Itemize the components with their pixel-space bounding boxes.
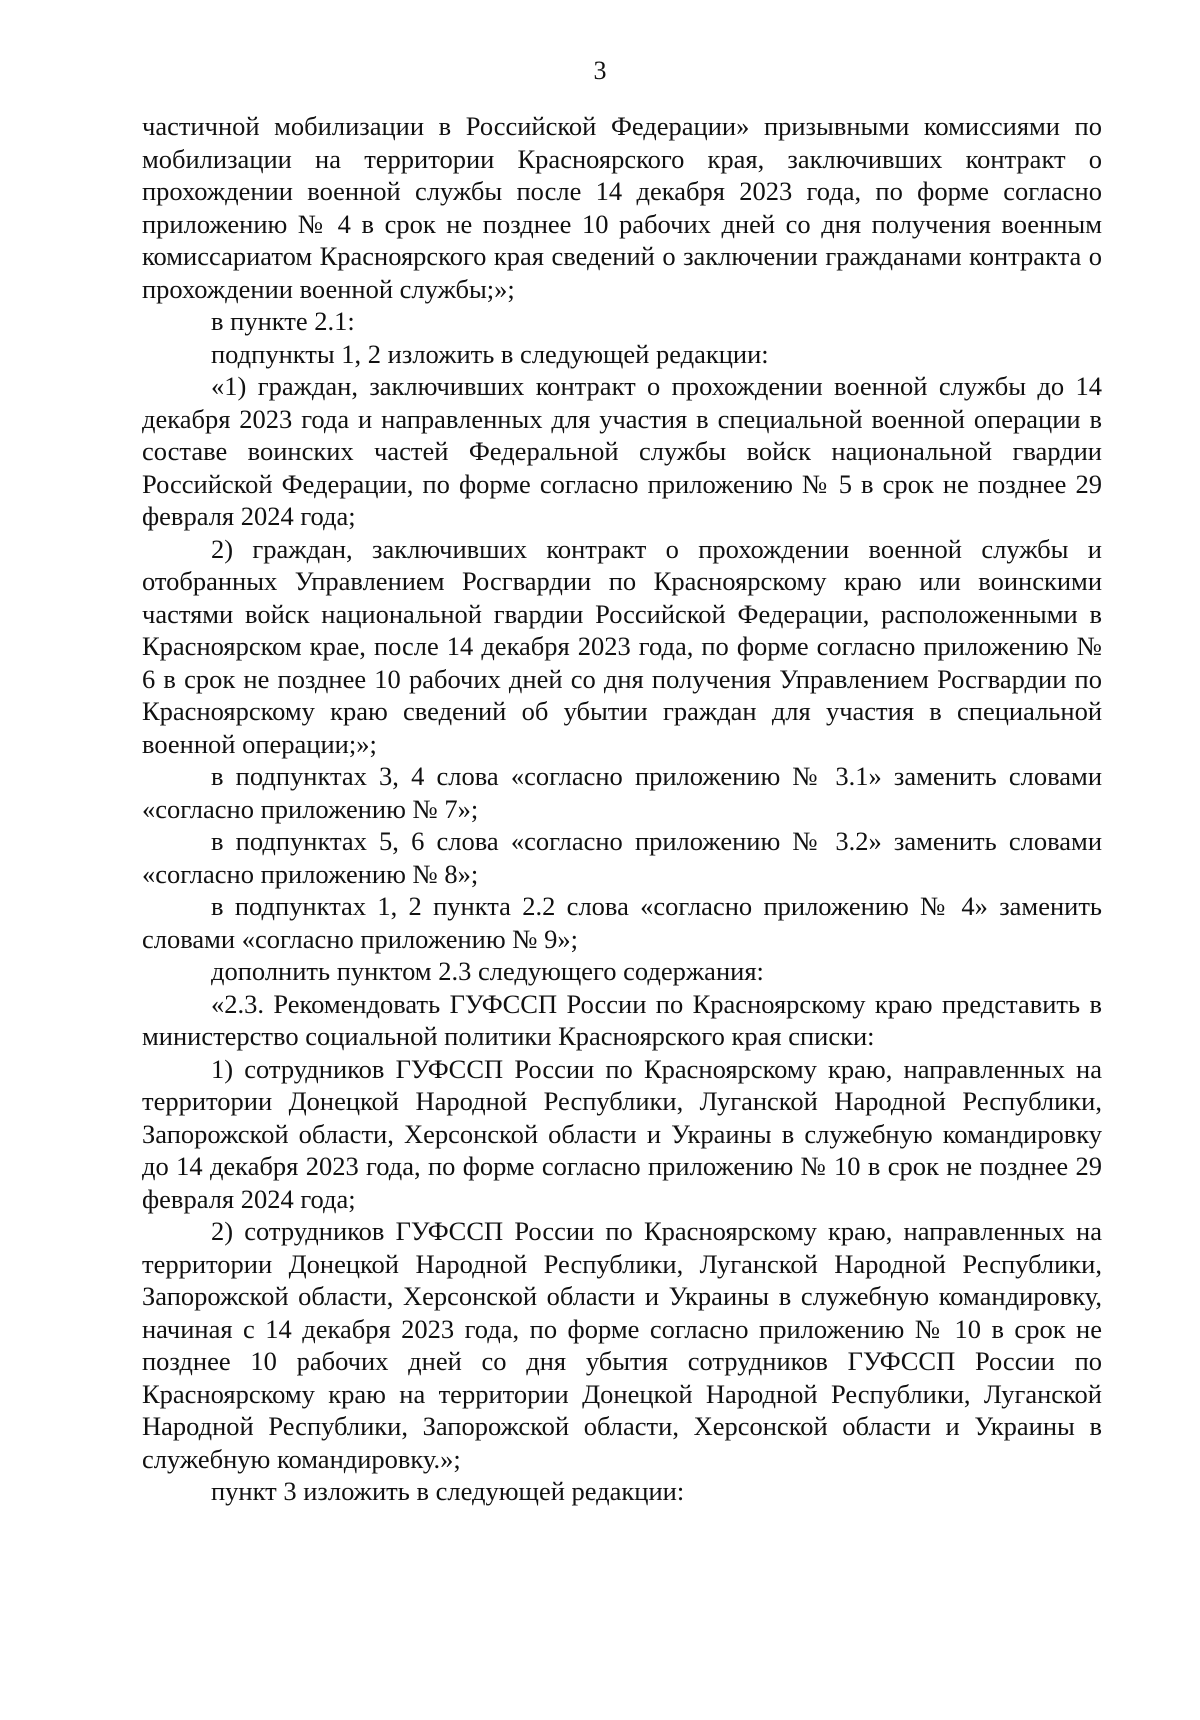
document-body <box>142 110 1102 1508</box>
paragraph-clause-2-3: «2.3. Рекомендовать ГУФССП России по Красноярскому краю представить в министерство социальной политики Красноярского края списки: <box>142 988 1102 1051</box>
paragraph-add-clause-2-3: дополнить пунктом 2.3 следующего содержания: <box>211 956 764 986</box>
paragraph-clause-2-3-item-2: 2) сотрудников ГУФССП России по Красноярскому краю, направленных на территории Донецкой Народной Республики, Луганской Народной Республики, Запорожской области, Херсонской области и Украины в служебную командировку, начиная с 14 декабря 2023 года, по форме согласно приложению № 10 в срок не позднее 10 рабочих дней со дня убытия сотрудников ГУФССП России по Красноярскому краю на территории Донецкой Народной Республики, Луганской Народной Республики, Запорожской области, Херсонской области и Украины в служебную командировку.»; <box>142 1216 1102 1474</box>
paragraph-subclauses-5-6: в подпунктах 5, 6 слова «согласно приложению № 3.2» заменить словами «согласно приложению № 8»; <box>142 826 1102 889</box>
paragraph-subclauses-3-4: в подпунктах 3, 4 слова «согласно приложению № 3.1» заменить словами «согласно приложению № 7»; <box>142 761 1102 824</box>
paragraph-clause-3: пункт 3 изложить в следующей редакции: <box>211 1476 685 1506</box>
page-number: 3 <box>593 56 607 85</box>
paragraph-clause-2-2: в подпунктах 1, 2 пункта 2.2 слова «согласно приложению № 4» заменить словами «согласно приложению № 9»; <box>142 891 1102 954</box>
paragraph-subclause-1: «1) граждан, заключивших контракт о прохождении военной службы до 14 декабря 2023 года и направленных для участия в специальной военной операции в составе воинских частей Федеральной службы войск национальной гвардии Российской Федерации, по форме согласно приложению № 5 в срок не позднее 29 февраля 2024 года; <box>142 371 1102 531</box>
paragraph-continuation: частичной мобилизации в Российской Федерации» призывными комиссиями по мобилизации на территории Красноярского края, заключивших контракт о прохождении военной службы после 14 декабря 2023 года, по форме согласно приложению № 4 в срок не позднее 10 рабочих дней со дня получения военным комиссариатом Красноярского края сведений о заключении гражданами контракта о прохождении военной службы;»; <box>142 111 1102 304</box>
paragraph-clause-2-3-item-1: 1) сотрудников ГУФССП России по Красноярскому краю, направленных на территории Донецкой Народной Республики, Луганской Народной Республики, Запорожской области, Херсонской области и Украины в служебную командировку до 14 декабря 2023 года, по форме согласно приложению № 10 в срок не позднее 29 февраля 2024 года; <box>142 1053 1102 1214</box>
paragraph-subclauses-intro: подпункты 1, 2 изложить в следующей редакции: <box>211 338 769 369</box>
paragraph-clause-2-1: в пункте 2.1: <box>211 306 355 336</box>
paragraph-subclause-2: 2) граждан, заключивших контракт о прохождении военной службы и отобранных Управлением Росгвардии по Красноярскому краю или воинскими частями войск национальной гвардии Российской Федерации, расположенными в Красноярском крае, после 14 декабря 2023 года, по форме согласно приложению № 6 в срок не позднее 10 рабочих дней со дня получения Управлением Росгвардии по Красноярскому краю сведений об убытии граждан для участия в специальной военной операции;»; <box>142 533 1102 759</box>
